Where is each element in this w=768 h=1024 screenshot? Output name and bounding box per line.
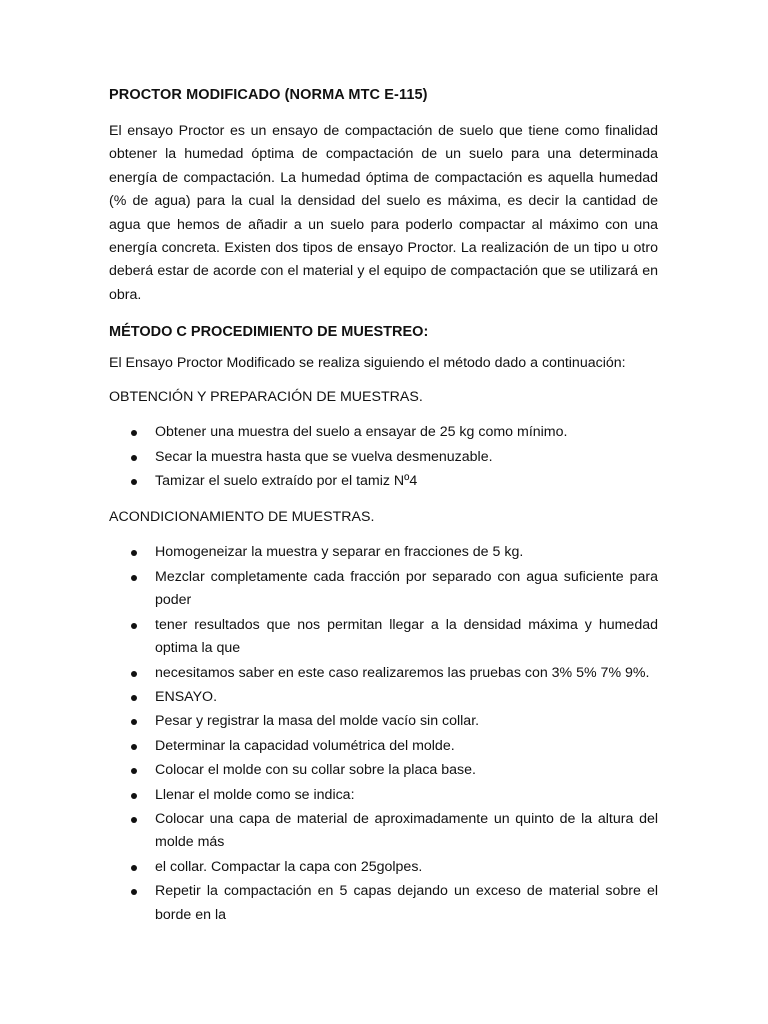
list-item: Repetir la compactación en 5 capas dejando un exceso de material sobre el borde en la [109, 880, 658, 927]
list-item: Determinar la capacidad volumétrica del molde. [109, 735, 658, 758]
list-item: tener resultados que nos permitan llegar a la densidad máxima y humedad optima la que [109, 614, 658, 661]
bullet-icon [131, 744, 137, 750]
list-item: Colocar una capa de material de aproximadamente un quinto de la altura del molde más [109, 808, 658, 855]
list-item: Llenar el molde como se indica: [109, 784, 658, 807]
bullet-icon [131, 671, 137, 677]
bullet-icon [131, 817, 137, 823]
list-item: Tamizar el suelo extraído por el tamiz Nº4 [109, 470, 658, 493]
list-item: necesitamos saber en este caso realizaremos las pruebas con 3% 5% 7% 9%. [109, 662, 658, 685]
section2-list [109, 541, 658, 927]
bullet-icon [131, 623, 137, 629]
bullet-icon [131, 550, 137, 556]
section2-heading: ACONDICIONAMIENTO DE MUESTRAS. [109, 509, 375, 526]
list-item: Obtener una muestra del suelo a ensayar de 25 kg como mínimo. [109, 421, 658, 444]
bullet-icon [131, 430, 137, 436]
document-title: PROCTOR MODIFICADO (NORMA MTC E-115) [109, 87, 428, 103]
intro-paragraph: El ensayo Proctor es un ensayo de compactación de suelo que tiene como finalidad obtener la humedad óptima de compactación de un suelo para una determinada energía de compactación. La humedad óptima de compactación es aquella humedad (% de agua) para la cual la densidad del suelo es máxima, es decir la cantidad de agua que hemos de añadir a un suelo para poderlo compactar al máximo con una energía concreta. Existen dos tipos de ensayo Proctor. La realización de un tipo u otro deberá estar de acorde con el material y el equipo de compactación que se utilizará en obra. [109, 123, 658, 303]
bullet-icon [131, 479, 137, 485]
list-item: Secar la muestra hasta que se vuelva desmenuzable. [109, 446, 658, 469]
bullet-icon [131, 575, 137, 581]
bullet-icon [131, 889, 137, 895]
method-heading: MÉTODO C PROCEDIMIENTO DE MUESTREO: [109, 324, 429, 341]
list-item: Pesar y registrar la masa del molde vacío sin collar. [109, 710, 658, 733]
list-item: Homogeneizar la muestra y separar en fracciones de 5 kg. [109, 541, 658, 564]
bullet-icon [131, 719, 137, 725]
bullet-icon [131, 865, 137, 871]
bullet-icon [131, 793, 137, 799]
bullet-icon [131, 695, 137, 701]
method-text: El Ensayo Proctor Modificado se realiza siguiendo el método dado a continuación: [109, 355, 626, 372]
list-item: ENSAYO. [109, 686, 658, 709]
list-item: Mezclar completamente cada fracción por separado con agua suficiente para poder [109, 566, 658, 613]
section1-heading: OBTENCIÓN Y PREPARACIÓN DE MUESTRAS. [109, 389, 423, 406]
bullet-icon [131, 768, 137, 774]
section1-list [109, 421, 658, 493]
list-item: Colocar el molde con su collar sobre la placa base. [109, 759, 658, 782]
list-item: el collar. Compactar la capa con 25golpes. [109, 856, 658, 879]
bullet-icon [131, 455, 137, 461]
